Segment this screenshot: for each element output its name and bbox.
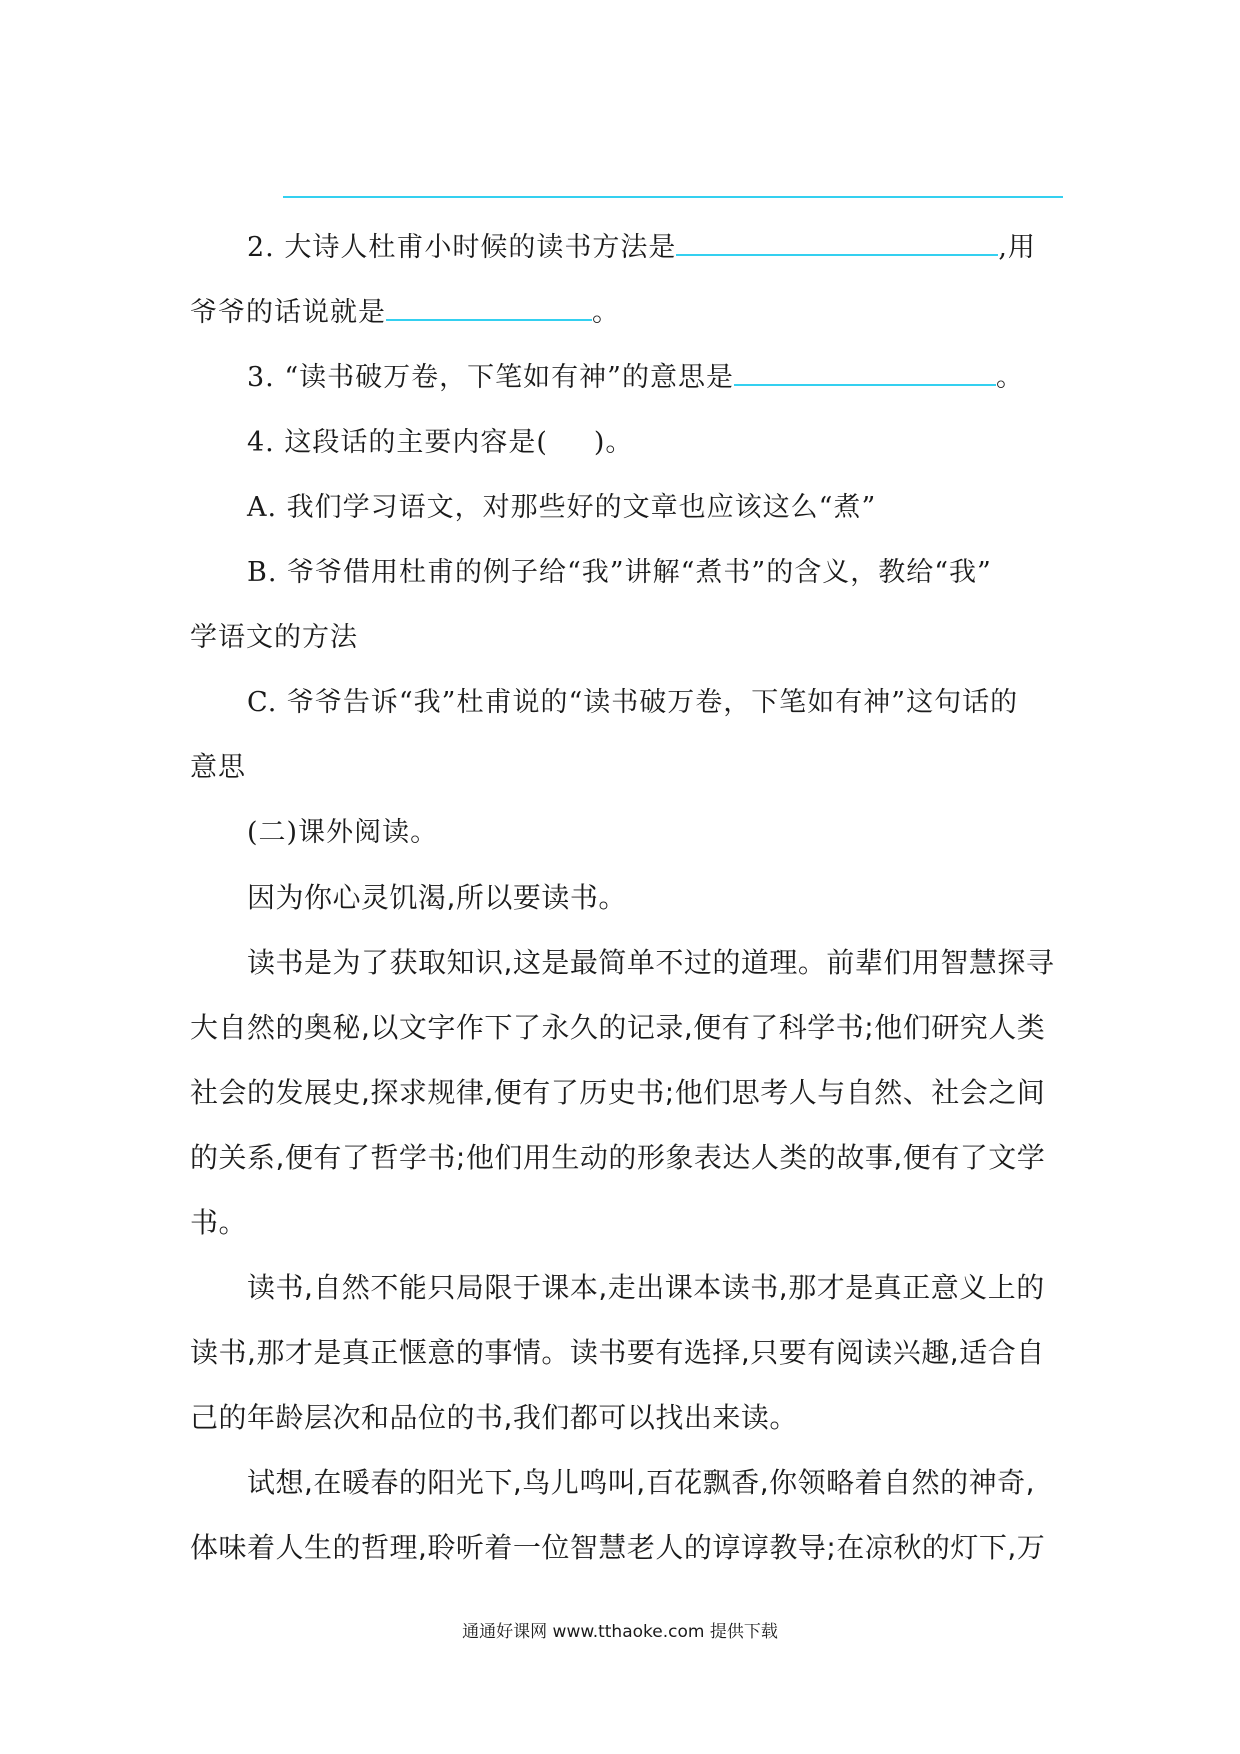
answer-blank-line[interactable] [283,196,1063,198]
passage-p1-line-3: 社会的发展史,探求规律,便有了历史书;他们思考人与自然、社会之间 [190,1076,1046,1109]
question-2-line-1 [247,228,1036,268]
passage-p1-line-2: 大自然的奥秘,以文字作下了永久的记录,便有了科学书;他们研究人类 [190,1011,1046,1044]
answer-blank-q2-method[interactable] [676,230,998,256]
passage-p2-line-1: 读书,自然不能只局限于课本,走出课本读书,那才是真正意义上的 [247,1271,1045,1304]
question-3-text: 3. “读书破万卷，下笔如有神”的意思是 [247,362,734,393]
question-2-line-2 [190,293,620,333]
question-4-end: )。 [593,427,634,458]
option-c-line-2: 意思 [190,752,246,783]
section-heading: (二)课外阅读。 [247,817,439,848]
question-4-text: 4. 这段话的主要内容是( [247,427,548,458]
footer-credit: 通通好课网 www.tthaoke.com 提供下载 [462,1622,778,1642]
question-3-line [247,358,1024,398]
passage-p1-line-5: 书。 [190,1206,248,1239]
option-c-line-1: C. 爷爷告诉“我”杜甫说的“读书破万卷，下笔如有神”这句话的 [247,687,1019,718]
passage-p1-line-1: 读书是为了获取知识,这是最简单不过的道理。前辈们用智慧探寻 [247,946,1055,979]
question-4-stem [247,423,633,463]
passage-p2-line-2: 读书,那才是真正惬意的事情。读书要有选择,只要有阅读兴趣,适合自 [190,1336,1045,1369]
question-2-text-grandpa: 爷爷的话说就是 [190,297,386,328]
passage-title: 因为你心灵饥渴,所以要读书。 [247,881,627,914]
option-b-line-2: 学语文的方法 [190,622,358,653]
answer-blank-q3[interactable] [734,360,996,386]
question-2-text: 2. 大诗人杜甫小时候的读书方法是 [247,232,677,263]
question-2-text-cont: ,用 [998,232,1036,263]
passage-p2-line-3: 己的年龄层次和品位的书,我们都可以找出来读。 [190,1401,798,1434]
option-a: A. 我们学习语文，对那些好的文章也应该这么“煮” [247,492,877,523]
passage-p1-line-4: 的关系,便有了哲学书;他们用生动的形象表达人类的故事,便有了文学 [190,1141,1046,1174]
passage-p3-line-1: 试想,在暖春的阳光下,鸟儿鸣叫,百花飘香,你领略着自然的神奇, [247,1466,1036,1499]
question-3-end: 。 [995,362,1024,393]
question-2-end: 。 [592,297,620,328]
answer-blank-q2-grandpa[interactable] [386,295,592,321]
passage-p3-line-2: 体味着人生的哲理,聆听着一位智慧老人的谆谆教导;在凉秋的灯下,万 [190,1531,1046,1564]
option-b-line-1: B. 爷爷借用杜甫的例子给“我”讲解“煮书”的含义，教给“我” [247,557,992,588]
